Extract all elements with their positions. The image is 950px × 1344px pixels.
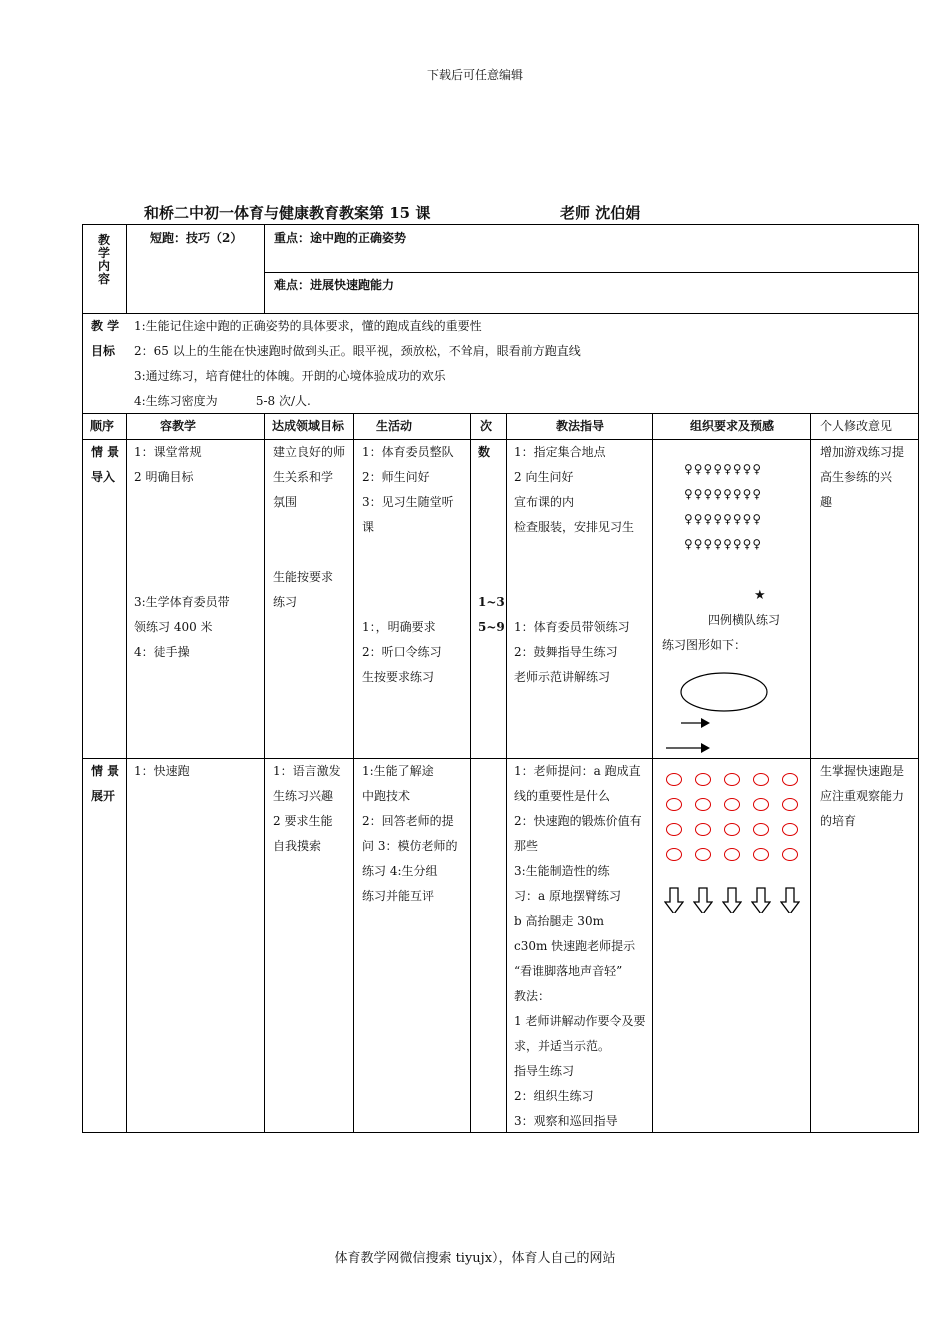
header-content: 容教学 [160, 419, 197, 433]
cell-line: 练习 4:生分组 [362, 864, 438, 878]
student-circle-icon [666, 848, 682, 861]
cell-line: 教法： [514, 989, 551, 1003]
down-arrow-icon [780, 887, 800, 913]
section-2-label-2: 展开 [91, 789, 116, 803]
objectives-label-2: 目标 [91, 344, 116, 358]
cell-line: 那些 [514, 839, 539, 853]
cell-line: 线的重要性是什么 [514, 789, 611, 803]
cell-line [514, 540, 634, 565]
cell-line [514, 590, 634, 615]
cell-line [478, 465, 505, 490]
objective-item: 4:生练习密度为 5-8 次/人. [134, 394, 311, 408]
cell-line: 中跑技术 [362, 789, 411, 803]
cell-line: 的培育 [820, 814, 857, 828]
cell-line: 1：体育委员带领练习 [514, 620, 630, 634]
table-rule [506, 413, 507, 1133]
cell-line: 指导生练习 [514, 1064, 575, 1078]
footer-note: 体育教学网微信搜索 tiyujx），体育人自己的网站 [334, 1251, 616, 1266]
student-row: ♀♀♀♀♀♀♀♀ [684, 512, 763, 526]
header-order: 顺序 [90, 419, 115, 433]
cell-line: 练习 [273, 595, 298, 609]
student-circle-icon [695, 798, 711, 811]
student-circle-icon [753, 848, 769, 861]
down-arrow-icon [664, 887, 684, 913]
cell-line [362, 590, 454, 615]
cell-line: 练习并能互评 [362, 889, 435, 903]
cell-line: 习：a 原地摆臂练习 [514, 889, 621, 903]
table-rule [264, 224, 265, 314]
cell-line: 2：组织生练习 [514, 1089, 594, 1103]
cell-line: 3:生能制造性的练 [514, 864, 610, 878]
content-label: 教学内容 [98, 233, 111, 286]
cell-line: 1:生能了解途 [362, 764, 434, 778]
cell-line: 1：快速跑 [134, 764, 190, 778]
cell-line: 数 [478, 445, 491, 459]
cell-line [514, 565, 634, 590]
student-circle-icon [695, 848, 711, 861]
student-circle-icon [724, 848, 740, 861]
cell-line: 求，并适当示范。 [514, 1039, 611, 1053]
section-2-goals [273, 759, 341, 859]
cell-line [362, 565, 454, 590]
student-row: ♀♀♀♀♀♀♀♀ [684, 462, 763, 476]
student-circle-icon [782, 823, 798, 836]
cell-line: 2：快速跑的锻炼价值有 [514, 814, 642, 828]
section-1-methods [514, 440, 634, 690]
section-2-notes [820, 759, 904, 834]
table-border-right [918, 224, 919, 1133]
difficulty: 难点：进展快速跑能力 [274, 278, 395, 292]
header-times: 次 [480, 419, 493, 433]
objectives-label-1: 教 学 [91, 319, 120, 333]
cell-line: 生按要求练习 [362, 670, 435, 684]
arrow-right-icon [666, 743, 710, 753]
down-arrow-icon [751, 887, 771, 913]
cell-line: 趣 [820, 495, 833, 509]
cell-line: 老师示范讲解练习 [514, 670, 611, 684]
student-row: ♀♀♀♀♀♀♀♀ [684, 487, 763, 501]
track-oval-icon [681, 673, 767, 711]
table-rule [264, 413, 265, 1133]
cell-line: 应注重观察能力 [820, 789, 905, 803]
cell-line: 3:生学体育委员带 [134, 595, 230, 609]
teacher-star-icon: ★ [754, 588, 766, 603]
student-circle-icon [753, 773, 769, 786]
header-methods: 教法指导 [556, 419, 605, 433]
cell-line: 1：老师提问：a 跑成直 [514, 764, 641, 778]
cell-line: 2 向生问好 [514, 470, 574, 484]
student-circle-icon [782, 848, 798, 861]
cell-line: 生关系和学 [273, 470, 334, 484]
table-border-left [82, 224, 83, 1133]
cell-line: 高生参练的兴 [820, 470, 893, 484]
formation-label: 四例横队练习 [708, 613, 781, 627]
teacher-name: 老师 沈伯娟 [560, 204, 641, 222]
student-circle-icon [666, 773, 682, 786]
cell-line: 1：指定集合地点 [514, 445, 606, 459]
cell-line: 2：听口令练习 [362, 645, 442, 659]
cell-line: b 高抬腿走 30m [514, 914, 604, 928]
section-2-methods [514, 759, 645, 1134]
cell-line [134, 540, 230, 565]
arrow-right-icon [681, 718, 710, 728]
student-circle-icon [695, 773, 711, 786]
cell-line: “看谁脚落地声音轻” [514, 964, 623, 978]
cell-line: 2：师生问好 [362, 470, 430, 484]
section-1-content [134, 440, 230, 665]
content-topic: 短跑：技巧（2） [150, 231, 243, 245]
cell-line [134, 515, 230, 540]
cell-line: 宣布课的内 [514, 495, 575, 509]
section-2-label-1: 情 景 [91, 764, 120, 778]
cell-line: 2 要求生能 [273, 814, 333, 828]
cell-line: 1~3 [478, 595, 505, 609]
cell-line: 问 3：模仿老师的 [362, 839, 458, 853]
section-1-activities [362, 440, 454, 690]
student-circle-icon [782, 798, 798, 811]
section-1-label-2: 导入 [91, 470, 116, 484]
cell-line: 领练习 400 米 [134, 620, 213, 634]
table-border-bottom [82, 1132, 919, 1133]
student-circle-icon [753, 798, 769, 811]
student-circle-icon [724, 823, 740, 836]
cell-line: 生掌握快速跑是 [820, 764, 905, 778]
section-1-goals [273, 440, 345, 615]
cell-line: 增加游戏练习提 [820, 445, 905, 459]
table-rule [652, 413, 653, 1133]
cell-line [273, 515, 345, 540]
student-circle-icon [695, 823, 711, 836]
cell-line: 建立良好的师 [273, 445, 346, 459]
cell-line: 1：课堂常规 [134, 445, 202, 459]
section-2-activities [362, 759, 457, 909]
key-point: 重点：途中跑的正确姿势 [274, 231, 407, 245]
table-border-top [82, 224, 919, 225]
cell-line: 2 明确目标 [134, 470, 194, 484]
down-arrow-icon [693, 887, 713, 913]
cell-line: 5~9 [478, 620, 505, 634]
diagram-label: 练习图形如下： [662, 638, 747, 652]
student-row: ♀♀♀♀♀♀♀♀ [684, 537, 763, 551]
cell-line: 课 [362, 520, 375, 534]
table-rule [126, 224, 127, 314]
cell-line: 生练习兴趣 [273, 789, 334, 803]
student-circle-icon [753, 823, 769, 836]
cell-line [478, 490, 505, 515]
student-circle-icon [724, 798, 740, 811]
table-rule [126, 413, 127, 1133]
table-rule [353, 413, 354, 1133]
cell-line: 1 老师讲解动作要令及要 [514, 1014, 646, 1028]
cell-line: 4：徒手操 [134, 645, 190, 659]
objective-item: 1:生能记住途中跑的正确姿势的具体要求，懂的跑成直线的重要性 [134, 319, 482, 333]
cell-line [273, 540, 345, 565]
cell-line: 1：语言激发 [273, 764, 341, 778]
cell-line: 3：见习生随堂听 [362, 495, 454, 509]
cell-line [362, 540, 454, 565]
lesson-title: 和桥二中初一体育与健康教育教案第 15 课 [144, 204, 431, 222]
down-arrow-icon [722, 887, 742, 913]
cell-line [478, 540, 505, 565]
track-diagram [660, 668, 800, 756]
header-organization: 组织要求及预感 [690, 419, 775, 433]
cell-line: 氛围 [273, 495, 298, 509]
section-1-label-1: 情 景 [91, 445, 120, 459]
table-rule [810, 413, 811, 1133]
student-circle-icon [666, 798, 682, 811]
cell-line: 自我摸索 [273, 839, 322, 853]
cell-line [478, 565, 505, 590]
student-circle-icon [666, 823, 682, 836]
section-1-notes [820, 440, 904, 515]
section-2-content [134, 759, 190, 784]
header-goals: 达成领域目标 [272, 419, 345, 433]
cell-line: 1：体育委员整队 [362, 445, 454, 459]
cell-line: 3：观察和巡回指导 [514, 1114, 618, 1128]
cell-line [478, 515, 505, 540]
cell-line [134, 565, 230, 590]
cell-line: 2：回答老师的提 [362, 814, 454, 828]
cell-line: 2：鼓舞指导生练习 [514, 645, 618, 659]
student-circle-icon [724, 773, 740, 786]
objective-item: 3:通过练习，培育健壮的体魄。开朗的心境体验成功的欢乐 [134, 369, 446, 383]
objective-item: 2：65 以上的生能在快速跑时做到头正。眼平视，颈放松，不耸肩，眼看前方跑直线 [134, 344, 581, 358]
header-activities: 生活动 [376, 419, 413, 433]
cell-line: c30m 快速跑老师提示 [514, 939, 636, 953]
cell-line: 1：，明确要求 [362, 620, 436, 634]
cell-line: 检查服装，安排见习生 [514, 520, 635, 534]
table-rule [470, 413, 471, 1133]
table-rule [82, 758, 919, 759]
cell-line: 生能按要求 [273, 570, 334, 584]
header-notes: 个人修改意见 [820, 419, 893, 433]
section-1-times [478, 440, 505, 640]
student-circle-icon [782, 773, 798, 786]
header-note: 下载后可任意编辑 [426, 68, 523, 82]
cell-line [134, 490, 230, 515]
